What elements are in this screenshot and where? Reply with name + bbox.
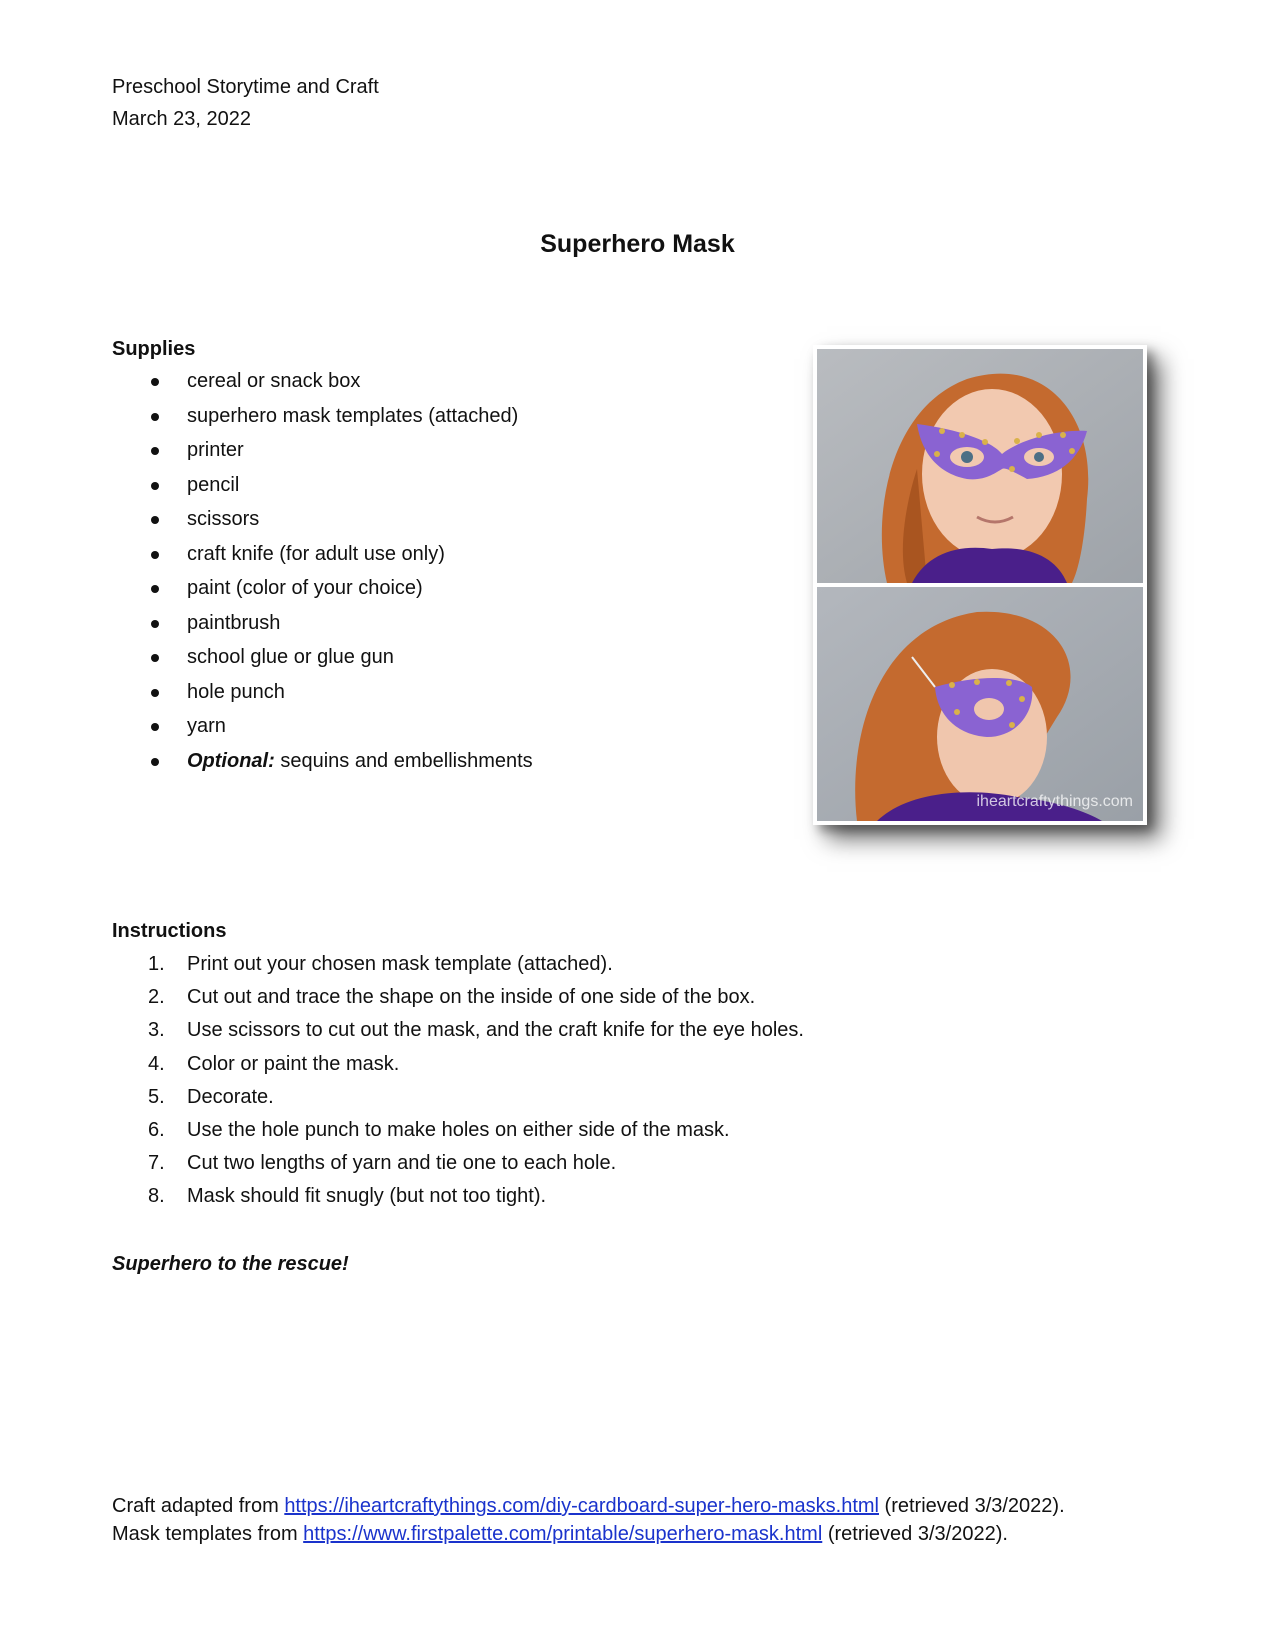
- closing-line: Superhero to the rescue!: [112, 1253, 349, 1275]
- optional-text: sequins and embellishments: [274, 749, 533, 772]
- list-item: scissors: [112, 506, 752, 541]
- list-item-optional: [112, 748, 752, 783]
- list-item: school glue or glue gun: [112, 644, 752, 679]
- page-title: Superhero Mask: [540, 230, 735, 258]
- list-item: yarn: [112, 713, 752, 748]
- craft-photo: [813, 345, 1147, 825]
- list-item: 8. Mask should fit snugly (but not too tight).: [148, 1185, 547, 1208]
- optional-label: Optional:: [187, 749, 275, 772]
- bullet-icon: [151, 551, 159, 559]
- list-item: 7. Cut two lengths of yarn and tie one to each hole.: [148, 1152, 617, 1175]
- photo-panel-side: [817, 587, 1143, 821]
- craft-source-link[interactable]: https://iheartcraftythings.com/diy-cardboard-super-hero-masks.html: [284, 1495, 879, 1517]
- list-item: 2. Cut out and trace the shape on the inside of one side of the box.: [148, 986, 756, 1009]
- list-item: pencil: [112, 472, 752, 507]
- template-source-link[interactable]: https://www.firstpalette.com/printable/superhero-mask.html: [303, 1523, 823, 1545]
- bullet-icon: [151, 447, 159, 455]
- event-date: March 23, 2022: [112, 108, 251, 130]
- list-item: cereal or snack box: [112, 368, 752, 403]
- photo-watermark: iheartcraftythings.com: [976, 793, 1133, 811]
- instructions-list: [112, 951, 1112, 1217]
- bullet-icon: [151, 413, 159, 421]
- bullet-icon: [151, 585, 159, 593]
- bullet-icon: [151, 689, 159, 697]
- list-item: paint (color of your choice): [112, 575, 752, 610]
- bullet-icon: [151, 516, 159, 524]
- list-item: 6. Use the hole punch to make holes on either side of the mask.: [148, 1118, 730, 1141]
- footer-credit-templates: [112, 1521, 1008, 1547]
- footer-credit-craft: [112, 1493, 1065, 1519]
- supplies-heading: Supplies: [112, 338, 196, 360]
- instructions-heading: Instructions: [112, 920, 227, 942]
- list-item: printer: [112, 437, 752, 472]
- list-item: 5. Decorate.: [148, 1085, 274, 1108]
- list-item: 1. Print out your chosen mask template (attached).: [148, 953, 613, 975]
- bullet-icon: [151, 723, 159, 731]
- bullet-icon: [151, 620, 159, 628]
- bullet-icon: [151, 654, 159, 662]
- photo-panel-front: [817, 349, 1143, 583]
- footer-text: Craft adapted from: [112, 1495, 285, 1517]
- bullet-icon: [151, 482, 159, 490]
- bullet-icon: [151, 378, 159, 386]
- list-item: hole punch: [112, 679, 752, 714]
- list-item: superhero mask templates (attached): [112, 403, 752, 438]
- footer-text: (retrieved 3/3/2022).: [878, 1495, 1065, 1517]
- footer-text: Mask templates from: [112, 1523, 304, 1545]
- footer-text: (retrieved 3/3/2022).: [822, 1523, 1008, 1545]
- supplies-list: [112, 368, 752, 782]
- list-item: paintbrush: [112, 610, 752, 645]
- bullet-icon: [151, 758, 159, 766]
- list-item: 3. Use scissors to cut out the mask, and the craft knife for the eye holes.: [148, 1019, 804, 1042]
- list-item: craft knife (for adult use only): [112, 541, 752, 576]
- program-name: Preschool Storytime and Craft: [112, 76, 379, 98]
- list-item: 4. Color or paint the mask.: [148, 1052, 400, 1075]
